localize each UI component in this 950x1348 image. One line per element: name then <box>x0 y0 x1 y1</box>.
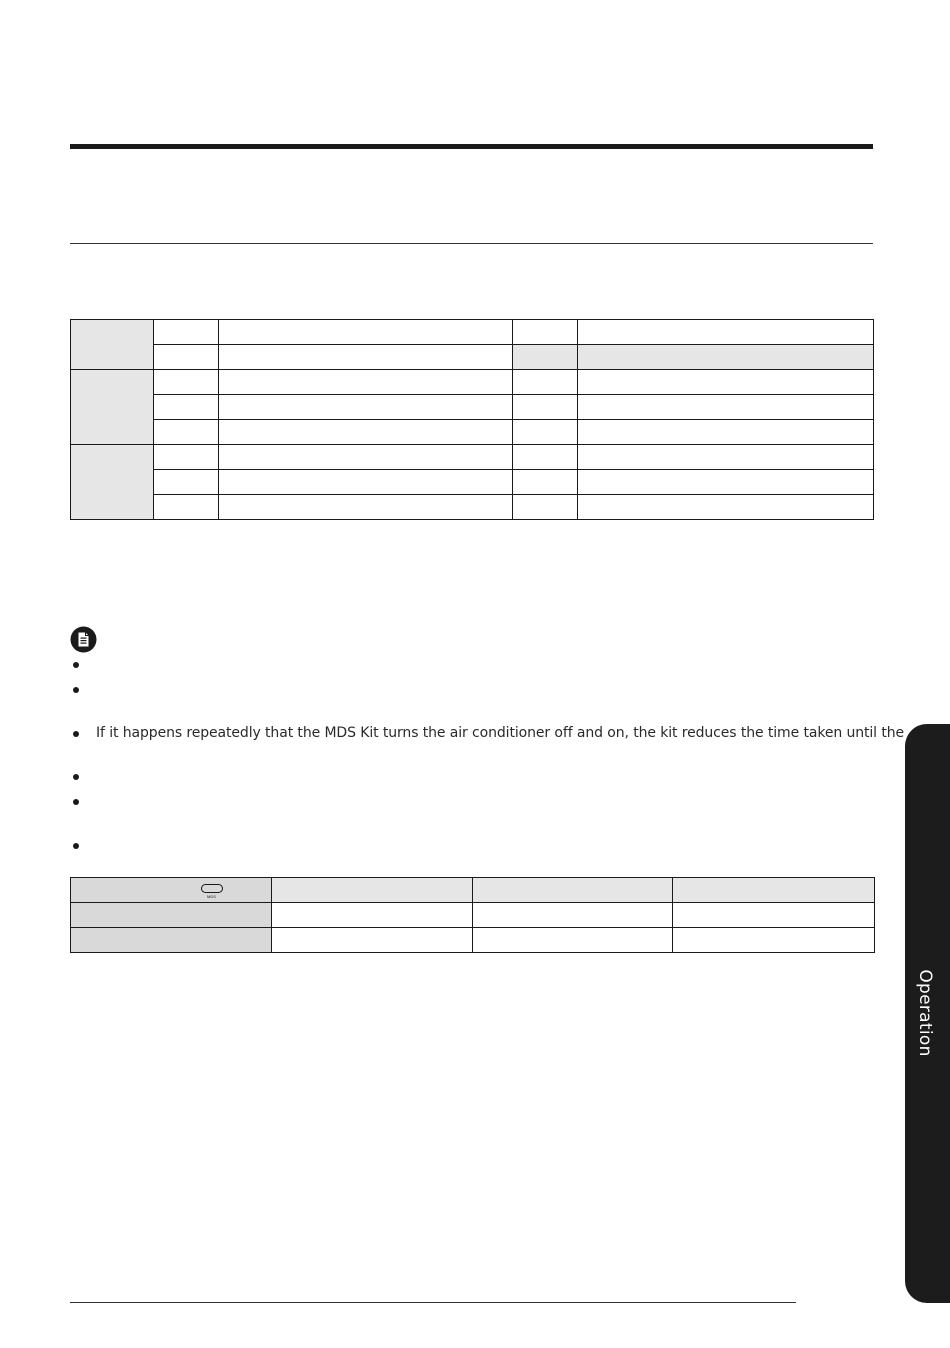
table-cell <box>578 320 874 345</box>
table-cell <box>219 395 513 420</box>
table-cell <box>154 370 219 395</box>
table-row <box>71 320 874 345</box>
table-cell <box>578 420 874 445</box>
table-row <box>71 445 874 470</box>
table-cell <box>219 320 513 345</box>
table-cell <box>219 470 513 495</box>
table-cell <box>219 495 513 520</box>
table-cell <box>513 395 578 420</box>
table-cell <box>513 370 578 395</box>
table-cell <box>154 495 219 520</box>
table-row <box>71 420 874 445</box>
table-cell <box>154 345 219 370</box>
table-row <box>71 878 875 903</box>
table-cell <box>513 445 578 470</box>
bullet-icon <box>73 774 79 780</box>
table-cell <box>154 395 219 420</box>
note-text: If it happens repeatedly that the MDS Kit turns the air conditioner off and on, the kit reduces the time taken until the <box>96 725 904 741</box>
table-cell <box>513 470 578 495</box>
table-cell <box>219 445 513 470</box>
table-cell <box>219 370 513 395</box>
table-cell <box>219 345 513 370</box>
table-cell <box>473 928 673 953</box>
section-rule <box>70 243 873 244</box>
bullet-icon <box>73 687 79 693</box>
table-row <box>71 495 874 520</box>
mds-button-cell <box>71 878 272 903</box>
table-cell <box>513 345 578 370</box>
table-cell <box>272 928 473 953</box>
table-cell <box>154 470 219 495</box>
table-row <box>71 395 874 420</box>
table-cell <box>673 903 875 928</box>
table-cell <box>473 903 673 928</box>
table-group-cell <box>71 445 154 520</box>
bullet-icon <box>73 843 79 849</box>
header-rule <box>70 144 873 149</box>
table-row-header <box>71 903 272 928</box>
mds-button-icon <box>201 884 223 893</box>
table-cell <box>673 878 875 903</box>
table-cell <box>473 878 673 903</box>
footer-rule <box>70 1302 796 1303</box>
table-cell <box>154 420 219 445</box>
bullet-icon <box>73 662 79 668</box>
settings-table <box>70 319 874 520</box>
table-cell <box>154 445 219 470</box>
table-group-cell <box>71 370 154 445</box>
table-cell <box>219 420 513 445</box>
table-cell <box>673 928 875 953</box>
table-cell <box>154 320 219 345</box>
table-cell <box>513 320 578 345</box>
table-row <box>71 903 875 928</box>
table-cell <box>272 878 473 903</box>
note-icon <box>70 626 97 653</box>
table-row-header <box>71 928 272 953</box>
mds-table <box>70 877 875 953</box>
table-cell <box>578 495 874 520</box>
table-row <box>71 345 874 370</box>
table-cell <box>513 495 578 520</box>
table-row <box>71 470 874 495</box>
table-cell <box>578 470 874 495</box>
mds-button-caption: MDS <box>207 894 216 899</box>
table-cell <box>578 345 874 370</box>
bullet-icon <box>73 731 79 737</box>
table-cell <box>513 420 578 445</box>
table-row <box>71 928 875 953</box>
table-cell <box>578 445 874 470</box>
table-cell <box>578 370 874 395</box>
table-row <box>71 370 874 395</box>
bullet-icon <box>73 799 79 805</box>
table-cell <box>272 903 473 928</box>
table-group-cell <box>71 320 154 370</box>
section-side-tab-label: Operation <box>915 969 935 1057</box>
table-cell <box>578 395 874 420</box>
